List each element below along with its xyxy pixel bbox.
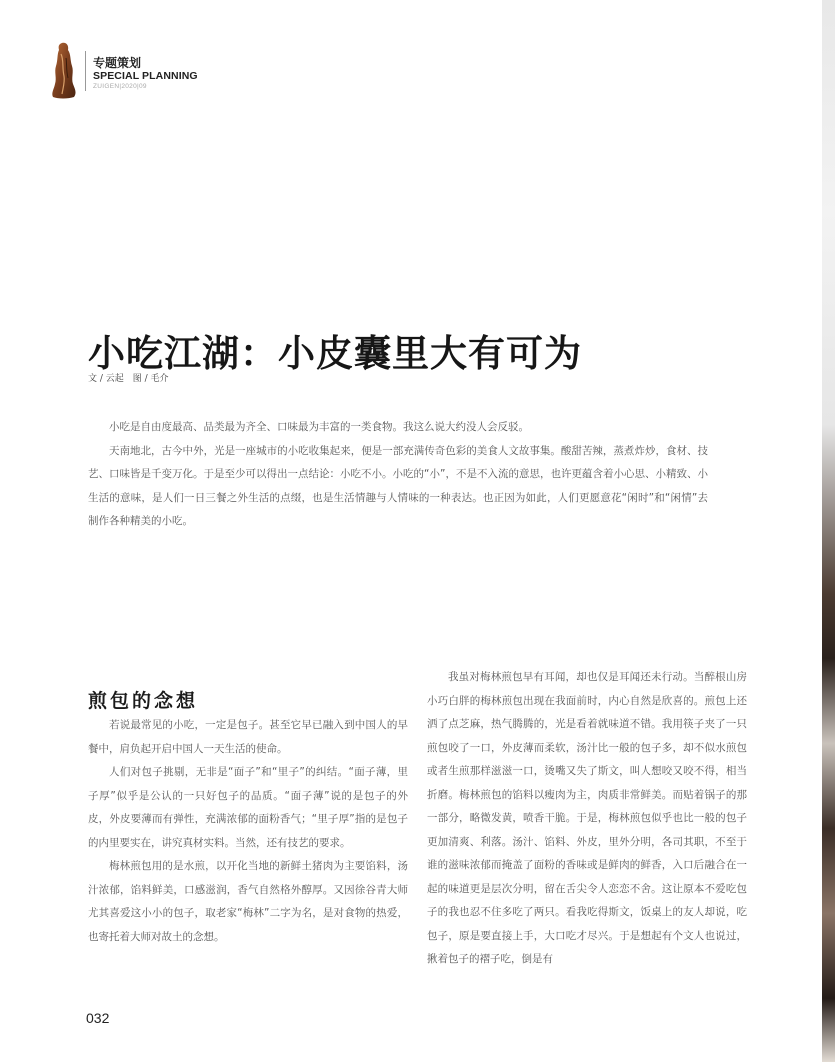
body-column-right (427, 666, 747, 972)
article-title: 小吃江湖：小皮囊里大有可为 (88, 330, 582, 375)
body-column-left (88, 714, 408, 949)
section-heading: 煎包的念想 (88, 689, 199, 712)
body-paragraph: 梅林煎包用的是水煎，以开化当地的新鲜土猪肉为主要馅料，汤汁浓郁，馅料鲜美，口感滋润，香气自然格外醇厚。又因徐谷青大师尤其喜爱这小小的包子，取老家“梅林”二字为名，是对食物的热爱，也寄托着大师对故土的念想。 (88, 860, 408, 943)
section-label-cn: 专题策划 (93, 56, 142, 70)
section-label-en: SPECIAL PLANNING (93, 70, 198, 82)
header-divider (85, 51, 86, 91)
body-paragraph: 我虽对梅林煎包早有耳闻，却也仅是耳闻还未行动。当醉根山房小巧白胖的梅林煎包出现在我面前时，内心自然是欣喜的。煎包上还洒了点芝麻，热气腾腾的，光是看着就味道不错。我用筷子夹了一只煎包咬了一口，外皮薄而柔软，汤汁比一般的包子多，却不似水煎包或者生煎那样滋滋一口，烫嘴又失了斯文，叫人想咬又咬不得，相当折磨。梅林煎包的馅料以瘦肉为主，肉质非常鲜美。而贴着锅子的那一部分，略微发黄，喷香干脆。于是，梅林煎包似乎也比一般的包子更加清爽、利落。汤汁、馅料、外皮，里外分明，各司其职，不至于谁的滋味浓郁而掩盖了面粉的香味或是鲜肉的鲜香，入口后融合在一起的味道更是层次分明，留在舌尖令人恋恋不舍。这让原本不爱吃包子的我也忍不住多吃了两只。看我吃得斯文，饭桌上的友人却说，吃包子，原是要直接上手，大口吃才尽兴。于是想起有个文人也说过，揪着包子的褶子吃，倒是有 (427, 671, 747, 965)
body-paragraph: 若说最常见的小吃，一定是包子。甚至它早已融入到中国人的早餐中，肩负起开启中国人一天生活的使命。 (88, 719, 408, 755)
body-paragraph: 人们对包子挑剔，无非是“面子”和“里子”的纠结。“面子薄，里子厚”似乎是公认的一只好包子的品质。“面子薄”说的是包子的外皮，外皮要薄而有弹性，充满浓郁的面粉香气；“里子厚”指的是包子的内里要实在，讲究真材实料。当然，还有技艺的要求。 (88, 766, 408, 849)
page-number: 032 (86, 1010, 110, 1026)
article-byline: 文 / 云起 图 / 毛介 (88, 374, 169, 384)
root-sculpture-logo-icon (50, 42, 78, 99)
adjacent-page-photo-edge (822, 0, 835, 1062)
article-intro (88, 416, 708, 534)
issue-code: ZUIGEN|2020|09 (93, 83, 147, 90)
intro-paragraph: 小吃是自由度最高、品类最为齐全、口味最为丰富的一类食物。我这么说大约没人会反驳。 (109, 421, 529, 433)
intro-paragraph: 天南地北，古今中外，光是一座城市的小吃收集起来，便是一部充满传奇色彩的美食人文故事集。酸甜苦辣，蒸煮炸炒，食材、技艺、口味皆是千变万化。于是至少可以得出一点结论：小吃不小。小吃的“小”，不是不入流的意思，也许更蕴含着小心思、小精致、小生活的意味，是人们一日三餐之外生活的点缀，也是生活情趣与人情味的一种表达。也正因为如此，人们更愿意花“闲时”和“闲情”去制作各种精美的小吃。 (88, 444, 708, 527)
